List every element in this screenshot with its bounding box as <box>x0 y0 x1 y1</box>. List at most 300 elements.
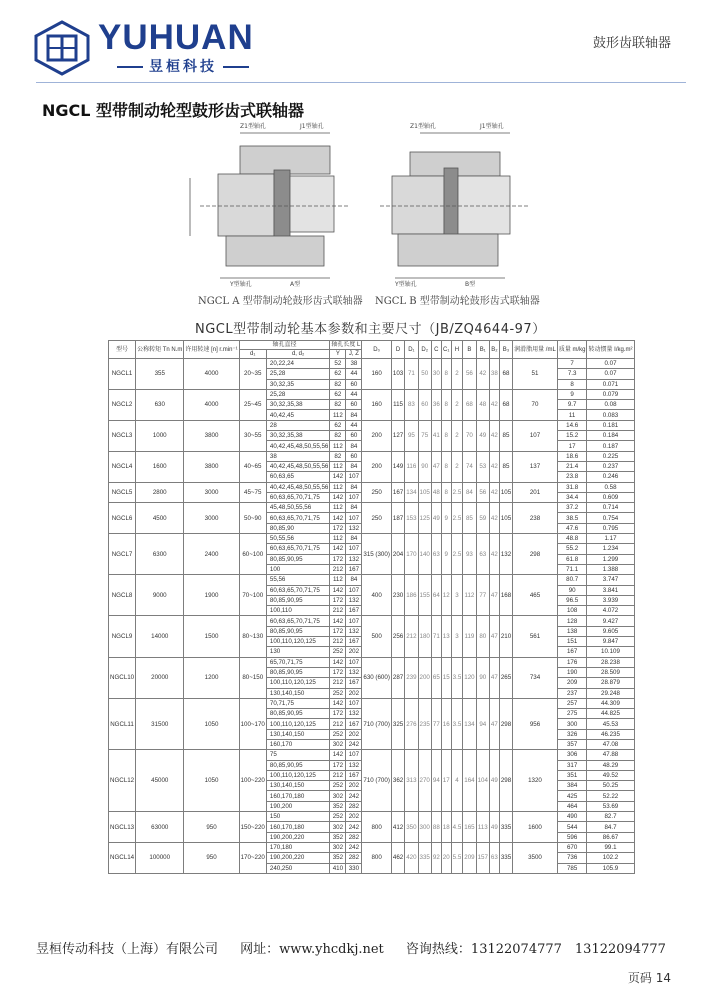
table-row <box>109 482 635 492</box>
table-cell: 84.7 <box>587 822 634 832</box>
table-cell: 130,140,150 <box>266 688 330 698</box>
table-cell: 38 <box>489 359 499 390</box>
table-cell: 100,110,120,125 <box>266 678 330 688</box>
table-cell: 59 <box>476 503 489 534</box>
table-cell: 242 <box>346 791 362 801</box>
table-cell: 257 <box>557 698 587 708</box>
table-cell: 62 <box>330 420 346 430</box>
table-cell: 65 <box>431 657 441 698</box>
table-cell: 1.234 <box>587 544 634 554</box>
table-cell: 137 <box>513 451 558 482</box>
table-cell: 240,250 <box>266 863 330 873</box>
table-cell: 50~90 <box>239 503 266 534</box>
table-cell: 0.079 <box>587 389 634 399</box>
table-cell: 1200 <box>184 657 239 698</box>
table-cell: 172 <box>330 626 346 636</box>
table-cell: 252 <box>330 688 346 698</box>
table-cell: 596 <box>557 832 587 842</box>
table-cell: 56 <box>476 482 489 503</box>
table-cell: 29.248 <box>587 688 634 698</box>
table-cell: 230 <box>391 575 404 616</box>
table-cell: 132 <box>346 523 362 533</box>
table-cell: 84 <box>346 441 362 451</box>
table-cell: 77 <box>431 698 441 749</box>
table-cell: 2.5 <box>451 482 463 503</box>
table-cell: 68 <box>499 359 512 390</box>
table-cell: 282 <box>346 853 362 863</box>
table-cell: 3800 <box>184 451 239 482</box>
th-C1: C₁ <box>441 341 451 359</box>
table-cell: 90 <box>476 657 489 698</box>
table-cell: 330 <box>346 863 362 873</box>
caption-type-a: NGCL A 型带制动轮鼓形齿式联轴器 <box>198 296 363 307</box>
table-cell: 42 <box>489 420 499 451</box>
table-cell: 362 <box>391 750 404 812</box>
table-cell: 465 <box>513 575 558 616</box>
table-cell: 60 <box>346 451 362 461</box>
table-cell: 28.238 <box>587 657 634 667</box>
table-cell: 1600 <box>136 451 184 482</box>
table-cell: 1.17 <box>587 534 634 544</box>
table-cell: 42 <box>489 534 499 575</box>
table-cell: 44 <box>346 389 362 399</box>
table-cell: 142 <box>330 472 346 482</box>
table-cell: 48 <box>476 389 489 420</box>
table-cell: 100~220 <box>239 750 266 812</box>
spec-table-head <box>109 341 635 359</box>
table-cell: 17 <box>557 441 587 451</box>
table-cell: 8 <box>441 359 451 390</box>
table-cell: 112 <box>330 575 346 585</box>
brand-subtitle: 昱桓科技 <box>98 56 268 76</box>
table-cell: 20,22,24 <box>266 359 330 369</box>
table-cell: 132 <box>346 667 362 677</box>
table-cell: 60~100 <box>239 534 266 575</box>
type-b-drawing <box>380 133 530 278</box>
page-title: NGCL 型带制动轮型鼓形齿式联轴器 <box>42 101 305 120</box>
table-cell: 202 <box>346 812 362 822</box>
table-cell: 112 <box>463 575 476 616</box>
table-cell: 252 <box>330 729 346 739</box>
table-cell: 88 <box>431 812 441 843</box>
table-cell: 28.879 <box>587 678 634 688</box>
table-cell: 49 <box>489 812 499 843</box>
table-cell: 42 <box>489 451 499 482</box>
table-cell: 30~55 <box>239 420 266 451</box>
table-cell: 68 <box>499 389 512 420</box>
table-cell: 84 <box>346 461 362 471</box>
table-cell: 65,70,71,75 <box>266 657 330 667</box>
th-Y: Y <box>330 350 346 359</box>
table-cell: 60 <box>346 379 362 389</box>
table-cell: 14000 <box>136 616 184 657</box>
table-cell: 155 <box>418 575 431 616</box>
table-cell: 100,110,120,125 <box>266 719 330 729</box>
table-cell: 335 <box>499 842 512 873</box>
table-cell: 103 <box>391 359 404 390</box>
table-cell: 0.237 <box>587 461 634 471</box>
table-cell: 302 <box>330 842 346 852</box>
table-cell: 3 <box>451 616 463 657</box>
table-cell: 212 <box>330 564 346 574</box>
table-cell: 300 <box>418 812 431 843</box>
table-cell: 9000 <box>136 575 184 616</box>
table-cell: 561 <box>513 616 558 657</box>
table-cell: 3.939 <box>587 595 634 605</box>
table-cell: 116 <box>405 451 418 482</box>
technical-drawing <box>180 118 550 288</box>
spec-table-body <box>109 359 635 874</box>
table-cell: 202 <box>346 688 362 698</box>
table-cell: 256 <box>391 616 404 657</box>
table-cell: 12 <box>441 575 451 616</box>
table-cell: 142 <box>330 544 346 554</box>
table-cell: 92 <box>431 842 441 873</box>
th-d1: d₁ <box>239 350 266 359</box>
table-cell: 44.825 <box>587 709 634 719</box>
table-cell: 95 <box>405 420 418 451</box>
table-cell: 3.747 <box>587 575 634 585</box>
table-cell: 14.6 <box>557 420 587 430</box>
th-model: 型号 <box>109 341 136 359</box>
table-cell: 7 <box>557 359 587 369</box>
table-cell: 265 <box>499 657 512 698</box>
table-cell: 115 <box>391 389 404 420</box>
table-cell: NGCL10 <box>109 657 136 698</box>
table-cell: 4500 <box>136 503 184 534</box>
table-cell: 40,42,45,48,50,55,56 <box>266 441 330 451</box>
footer-website: 网址：www.yhcdkj.net <box>240 942 384 957</box>
table-cell: 31500 <box>136 698 184 749</box>
table-cell: 63 <box>431 534 441 575</box>
label-b-z1: Z1型轴孔 <box>410 123 436 130</box>
table-cell: 68 <box>463 389 476 420</box>
table-cell: 42 <box>476 359 489 390</box>
header-divider <box>36 82 686 83</box>
table-cell: 47 <box>431 451 441 482</box>
table-cell: 352 <box>330 832 346 842</box>
table-cell: 11 <box>557 410 587 420</box>
table-cell: 20 <box>441 842 451 873</box>
table-cell: 490 <box>557 812 587 822</box>
table-cell: 82.7 <box>587 812 634 822</box>
table-cell: 25,28 <box>266 369 330 379</box>
table-cell: 105 <box>499 482 512 503</box>
table-cell: 50,55,56 <box>266 534 330 544</box>
table-cell: 127 <box>391 420 404 451</box>
table-cell: 670 <box>557 842 587 852</box>
table-cell: 132 <box>346 554 362 564</box>
table-cell: 151 <box>557 637 587 647</box>
table-cell: 500 <box>362 616 392 657</box>
table-cell: 44 <box>346 369 362 379</box>
table-cell: 9 <box>557 389 587 399</box>
table-cell: 15.2 <box>557 431 587 441</box>
table-cell: 52 <box>330 359 346 369</box>
table-cell: 186 <box>405 575 418 616</box>
table-row <box>109 503 635 513</box>
table-cell: 302 <box>330 791 346 801</box>
table-cell: 125 <box>418 503 431 534</box>
table-cell: 132 <box>346 760 362 770</box>
table-row <box>109 451 635 461</box>
table-cell: 2 <box>451 451 463 482</box>
header-product-title: 鼓形齿联轴器 <box>592 36 671 51</box>
table-cell: 107 <box>346 698 362 708</box>
table-cell: 167 <box>346 606 362 616</box>
th-grease: 润滑脂用量 /mL <box>513 341 558 359</box>
table-cell: 190,200,220 <box>266 853 330 863</box>
table-cell: 209 <box>463 842 476 873</box>
table-cell: 0.07 <box>587 359 634 369</box>
table-cell: 71 <box>431 616 441 657</box>
table-cell: 80,85,90 <box>266 523 330 533</box>
table-cell: 3.841 <box>587 585 634 595</box>
table-cell: 80,85,90,95 <box>266 626 330 636</box>
table-cell: 100,110,120,125 <box>266 637 330 647</box>
table-cell: NGCL9 <box>109 616 136 657</box>
table-cell: 172 <box>330 667 346 677</box>
table-cell: 112 <box>330 482 346 492</box>
table-cell: 40,42,45,48,50,55,56 <box>266 482 330 492</box>
table-cell: 298 <box>499 750 512 812</box>
table-cell: 47.88 <box>587 750 634 760</box>
table-cell: 9.427 <box>587 616 634 626</box>
table-cell: 30,32,35,38 <box>266 400 330 410</box>
table-cell: 0.07 <box>587 369 634 379</box>
table-cell: 2 <box>451 420 463 451</box>
table-cell: 100~170 <box>239 698 266 749</box>
table-cell: 170,180 <box>266 842 330 852</box>
table-cell: 351 <box>557 770 587 780</box>
table-cell: 17 <box>441 750 451 812</box>
table-cell: 140 <box>418 534 431 575</box>
table-cell: 160 <box>362 359 392 390</box>
table-cell: 28.509 <box>587 667 634 677</box>
table-cell: 70 <box>463 420 476 451</box>
table-cell: 317 <box>557 760 587 770</box>
table-cell: 56 <box>463 359 476 390</box>
table-cell: 85 <box>463 503 476 534</box>
table-cell: 49 <box>476 420 489 451</box>
table-cell: 2 <box>451 389 463 420</box>
table-cell: 13 <box>441 616 451 657</box>
table-cell: 200 <box>418 657 431 698</box>
table-cell: 190,200 <box>266 801 330 811</box>
table-cell: 49 <box>489 750 499 812</box>
table-cell: 384 <box>557 781 587 791</box>
table-cell: 94 <box>476 698 489 749</box>
table-cell: 800 <box>362 842 392 873</box>
table-cell: 350 <box>405 812 418 843</box>
table-cell: 4.5 <box>451 812 463 843</box>
table-cell: 153 <box>405 503 418 534</box>
table-cell: 0.609 <box>587 492 634 502</box>
table-cell: 160,170,180 <box>266 822 330 832</box>
th-bore: 轴孔直径 <box>239 341 330 350</box>
table-cell: 63000 <box>136 812 184 843</box>
table-cell: 5.5 <box>451 842 463 873</box>
table-cell: 202 <box>346 647 362 657</box>
table-cell: 45000 <box>136 750 184 812</box>
table-cell: 107 <box>346 657 362 667</box>
table-cell: 170~220 <box>239 842 266 873</box>
table-cell: 82 <box>330 400 346 410</box>
table-cell: 544 <box>557 822 587 832</box>
table-cell: 28 <box>266 420 330 430</box>
table-cell: 165 <box>463 812 476 843</box>
table-cell: 36 <box>431 389 441 420</box>
table-cell: 201 <box>513 482 558 503</box>
table-cell: 238 <box>513 503 558 534</box>
table-cell: 85 <box>499 420 512 451</box>
table-cell: 60,63,65,70,71,75 <box>266 513 330 523</box>
table-cell: 42 <box>489 503 499 534</box>
table-cell: 242 <box>346 822 362 832</box>
table-cell: 49 <box>431 503 441 534</box>
table-cell: 112 <box>330 534 346 544</box>
table-cell: 212 <box>330 770 346 780</box>
footer-company: 昱桓传动科技（上海）有限公司 <box>36 942 219 957</box>
table-cell: 62 <box>330 369 346 379</box>
table-cell: 94 <box>431 750 441 812</box>
table-cell: 80,85,90,95 <box>266 760 330 770</box>
table-cell: NGCL14 <box>109 842 136 873</box>
table-cell: 107 <box>513 420 558 451</box>
table-cell: 302 <box>330 739 346 749</box>
table-cell: 50.25 <box>587 781 634 791</box>
table-cell: 100,110 <box>266 606 330 616</box>
table-cell: NGCL11 <box>109 698 136 749</box>
table-cell: 132 <box>346 709 362 719</box>
table-cell: 2.5 <box>451 534 463 575</box>
table-cell: 99.1 <box>587 842 634 852</box>
table-cell: 60,63,65,70,71,75 <box>266 492 330 502</box>
table-cell: 313 <box>405 750 418 812</box>
table-cell: 107 <box>346 544 362 554</box>
table-cell: 70 <box>513 389 558 420</box>
table-row <box>109 750 635 760</box>
table-cell: 734 <box>513 657 558 698</box>
table-cell: 107 <box>346 616 362 626</box>
table-cell: 112 <box>330 461 346 471</box>
table-cell: 90 <box>557 585 587 595</box>
table-cell: 200 <box>362 451 392 482</box>
th-length: 轴孔长度 L <box>331 342 361 348</box>
table-cell: 2 <box>451 359 463 390</box>
table-cell: 120 <box>463 657 476 698</box>
table-cell: 209 <box>557 678 587 688</box>
table-cell: 2800 <box>136 482 184 503</box>
table-cell: 202 <box>346 781 362 791</box>
table-cell: 0.225 <box>587 451 634 461</box>
table-cell: 3 <box>451 575 463 616</box>
table-cell: 0.187 <box>587 441 634 451</box>
table-cell: 134 <box>405 482 418 503</box>
table-cell: 53.69 <box>587 801 634 811</box>
table-cell: 1600 <box>513 812 558 843</box>
table-cell: 107 <box>346 585 362 595</box>
table-cell: 31.8 <box>557 482 587 492</box>
table-cell: 104 <box>476 750 489 812</box>
table-cell: 60 <box>346 400 362 410</box>
table-cell: 20~35 <box>239 359 266 390</box>
table-cell: 306 <box>557 750 587 760</box>
table-cell: 335 <box>418 842 431 873</box>
table-cell: 302 <box>330 822 346 832</box>
table-cell: 47 <box>489 657 499 698</box>
table-cell: 61.8 <box>557 554 587 564</box>
table-cell: 710 (700) <box>362 698 392 749</box>
table-cell: 204 <box>391 534 404 575</box>
table-cell: 325 <box>391 698 404 749</box>
table-cell: 956 <box>513 698 558 749</box>
table-row <box>109 575 635 585</box>
table-cell: 100,110,120,125 <box>266 770 330 780</box>
table-cell: 16 <box>441 698 451 749</box>
th-B2: B₂ <box>489 341 499 359</box>
table-cell: 0.795 <box>587 523 634 533</box>
table-row <box>109 359 635 369</box>
table-cell: 282 <box>346 832 362 842</box>
table-cell: 160 <box>362 389 392 420</box>
table-cell: 30 <box>431 359 441 390</box>
table-cell: 355 <box>136 359 184 390</box>
table-cell: 298 <box>513 534 558 575</box>
table-cell: 48.8 <box>557 534 587 544</box>
table-cell: 172 <box>330 709 346 719</box>
table-cell: 3000 <box>184 482 239 503</box>
table-cell: 55.2 <box>557 544 587 554</box>
table-cell: 105 <box>499 503 512 534</box>
th-torque: 公称转矩 Tn N.m <box>136 341 184 359</box>
table-cell: 168 <box>499 575 512 616</box>
table-cell: NGCL8 <box>109 575 136 616</box>
table-cell: 352 <box>330 801 346 811</box>
table-cell: 100 <box>266 564 330 574</box>
table-cell: 150~220 <box>239 812 266 843</box>
table-cell: 47.6 <box>557 523 587 533</box>
table-cell: NGCL12 <box>109 750 136 812</box>
table-cell: 41 <box>431 420 441 451</box>
table-cell: 8 <box>441 482 451 503</box>
table-cell: 84 <box>463 482 476 503</box>
table-cell: 40,42,45 <box>266 410 330 420</box>
table-cell: 212 <box>330 678 346 688</box>
table-cell: 142 <box>330 750 346 760</box>
table-cell: NGCL5 <box>109 482 136 503</box>
table-cell: NGCL1 <box>109 359 136 390</box>
table-cell: NGCL6 <box>109 503 136 534</box>
table-cell: 326 <box>557 729 587 739</box>
th-D2: D₂ <box>418 341 431 359</box>
table-cell: 167 <box>391 482 404 503</box>
table-cell: 237 <box>557 688 587 698</box>
table-cell: 252 <box>330 812 346 822</box>
table-cell: NGCL4 <box>109 451 136 482</box>
table-cell: 357 <box>557 739 587 749</box>
table-cell: 25~45 <box>239 389 266 420</box>
table-cell: 80 <box>476 616 489 657</box>
table-cell: 80.7 <box>557 575 587 585</box>
table-cell: 0.083 <box>587 410 634 420</box>
table-cell: NGCL7 <box>109 534 136 575</box>
table-cell: 30,32,35 <box>266 379 330 389</box>
table-cell: 107 <box>346 472 362 482</box>
table-cell: 2.5 <box>451 503 463 534</box>
th-D0: D₀ <box>362 341 392 359</box>
table-cell: 40,42,45,48,50,55,56 <box>266 461 330 471</box>
